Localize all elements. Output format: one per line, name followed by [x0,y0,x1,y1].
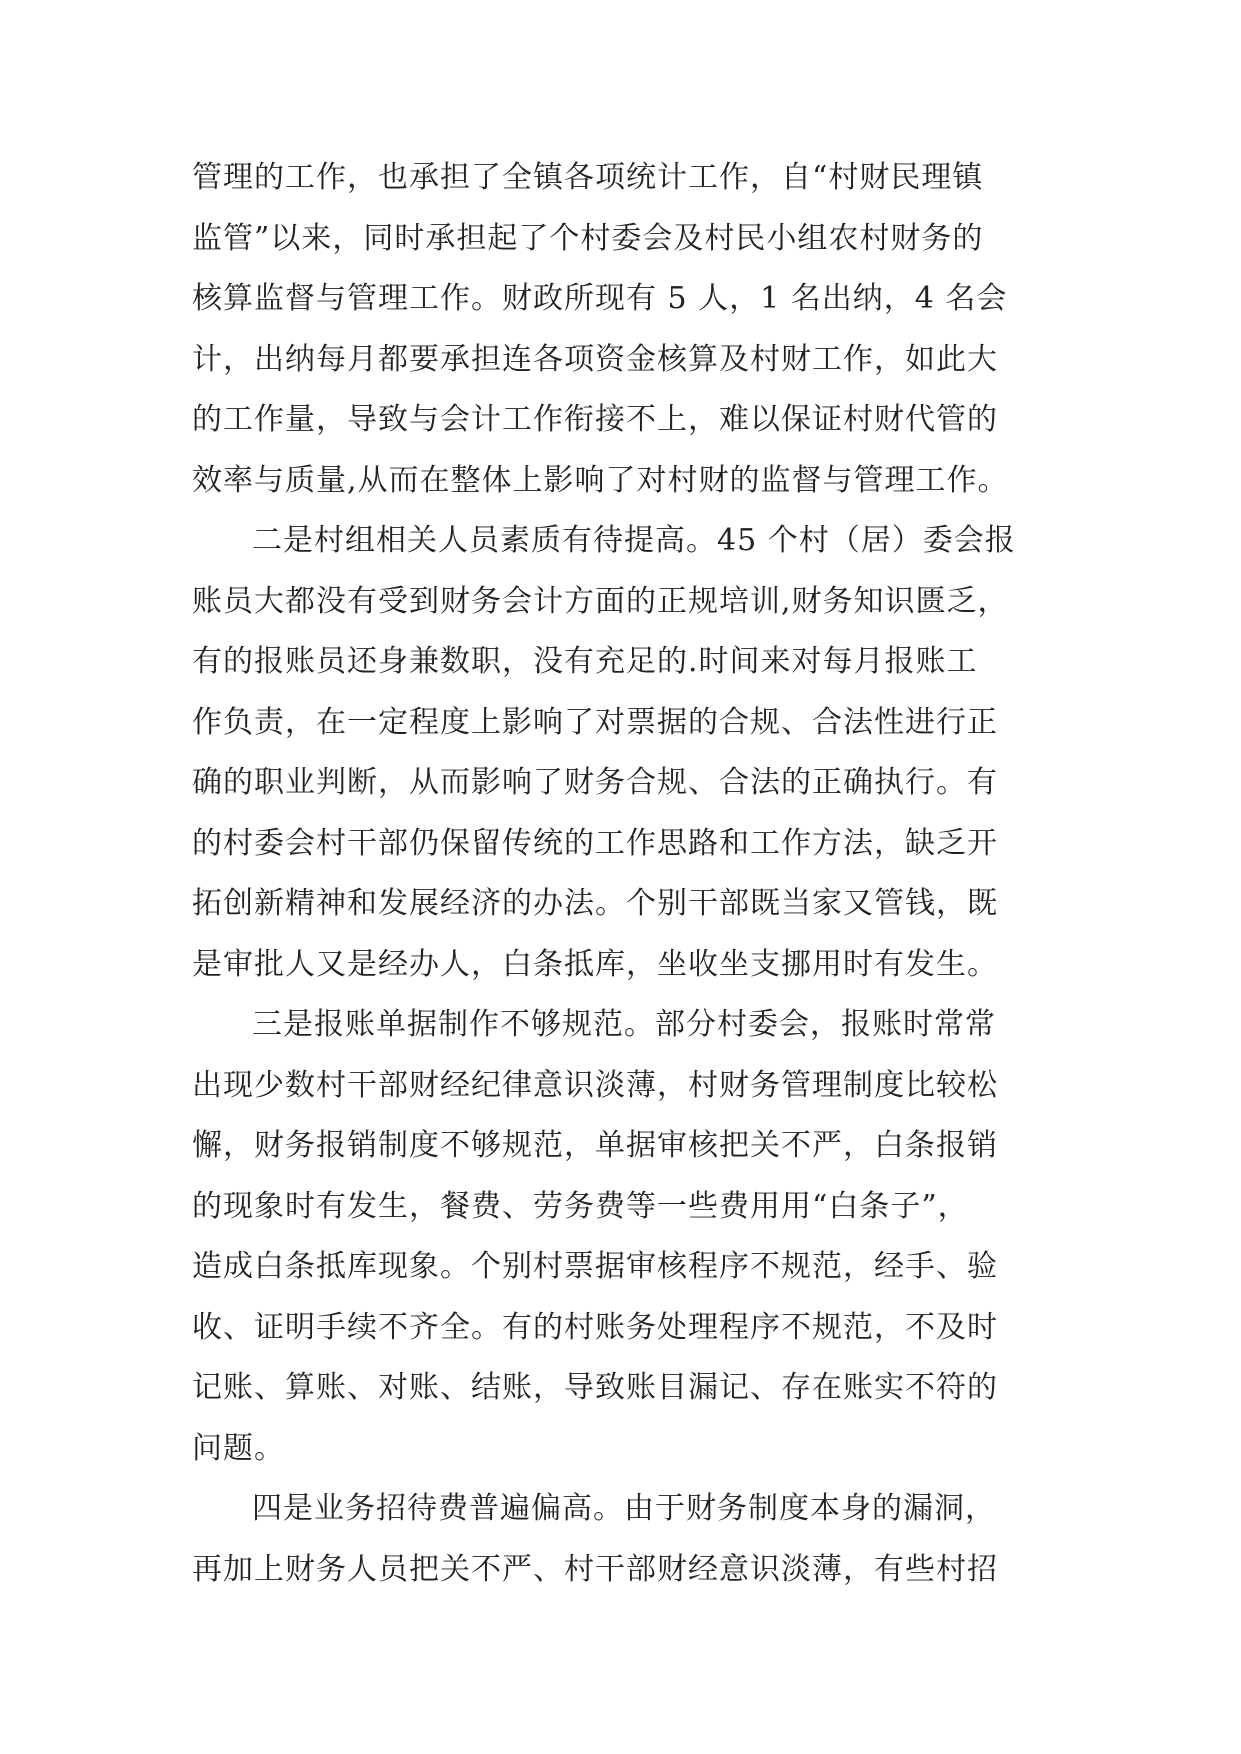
text-line: 计，出纳每月都要承担连各项资金核算及村财工作，如此大 [192,341,998,377]
paragraph-3 [192,995,1054,1479]
text-line: 出现少数村干部财经纪律意识淡薄，村财务管理制度比较松 [192,1067,998,1103]
paragraph-4 [192,1479,1054,1600]
text-line: 问题。 [192,1430,285,1466]
text-line: 记账、算账、对账、结账，导致账目漏记、存在账实不符的 [192,1370,998,1405]
text-line: 的村委会村干部仍保留传统的工作思路和工作方法，缺乏开 [192,825,998,861]
text-line-indented: 二是村组相关人员素质有待提高。45 个村（居）委会报 [252,523,1016,558]
text-line: 效率与质量,从而在整体上影响了对村财的监督与管理工作。 [192,462,1009,498]
paragraph-1 [192,148,1054,511]
paragraph-2 [192,511,1054,995]
text-line: 有的报账员还身兼数职，没有充足的.时间来对每月报账工 [192,644,978,679]
text-line: 的现象时有发生，餐费、劳务费等一些费用用“白条子”， [192,1188,969,1224]
text-line: 作负责，在一定程度上影响了对票据的合规、合法性进行正 [192,704,998,740]
text-line: 管理的工作，也承担了全镇各项统计工作，自“村财民理镇 [192,160,984,195]
text-line-indented: 三是报账单据制作不够规范。部分村委会，报账时常常 [252,1007,996,1042]
text-line: 再加上财务人员把关不严、村干部财经意识淡薄，有些村招 [192,1551,998,1587]
text-line: 核算监督与管理工作。财政所现有 5 人，1 名出纳，4 名会 [192,281,1008,316]
text-line: 的工作量，导致与会计工作衔接不上，难以保证村财代管的 [192,402,998,437]
text-line: 懈，财务报销制度不够规范，单据审核把关不严，白条报销 [192,1128,998,1163]
text-line: 拓创新精神和发展经济的办法。个别干部既当家又管钱，既 [192,886,998,921]
text-line: 确的职业判断，从而影响了财务合规、合法的正确执行。有 [192,765,998,800]
text-line: 是审批人又是经办人，白条抵库，坐收坐支挪用时有发生。 [192,946,998,982]
text-line: 监管”以来，同时承担起了个村委会及村民小组农村财务的 [192,220,984,256]
text-line-indented: 四是业务招待费普遍偏高。由于财务制度本身的漏洞， [252,1491,996,1526]
text-line: 账员大都没有受到财务会计方面的正规培训,财务知识匮乏， [192,583,1009,619]
body-text [192,148,1054,1600]
text-line: 造成白条抵库现象。个别村票据审核程序不规范，经手、验 [192,1249,998,1284]
text-line: 收、证明手续不齐全。有的村账务处理程序不规范，不及时 [192,1309,998,1345]
